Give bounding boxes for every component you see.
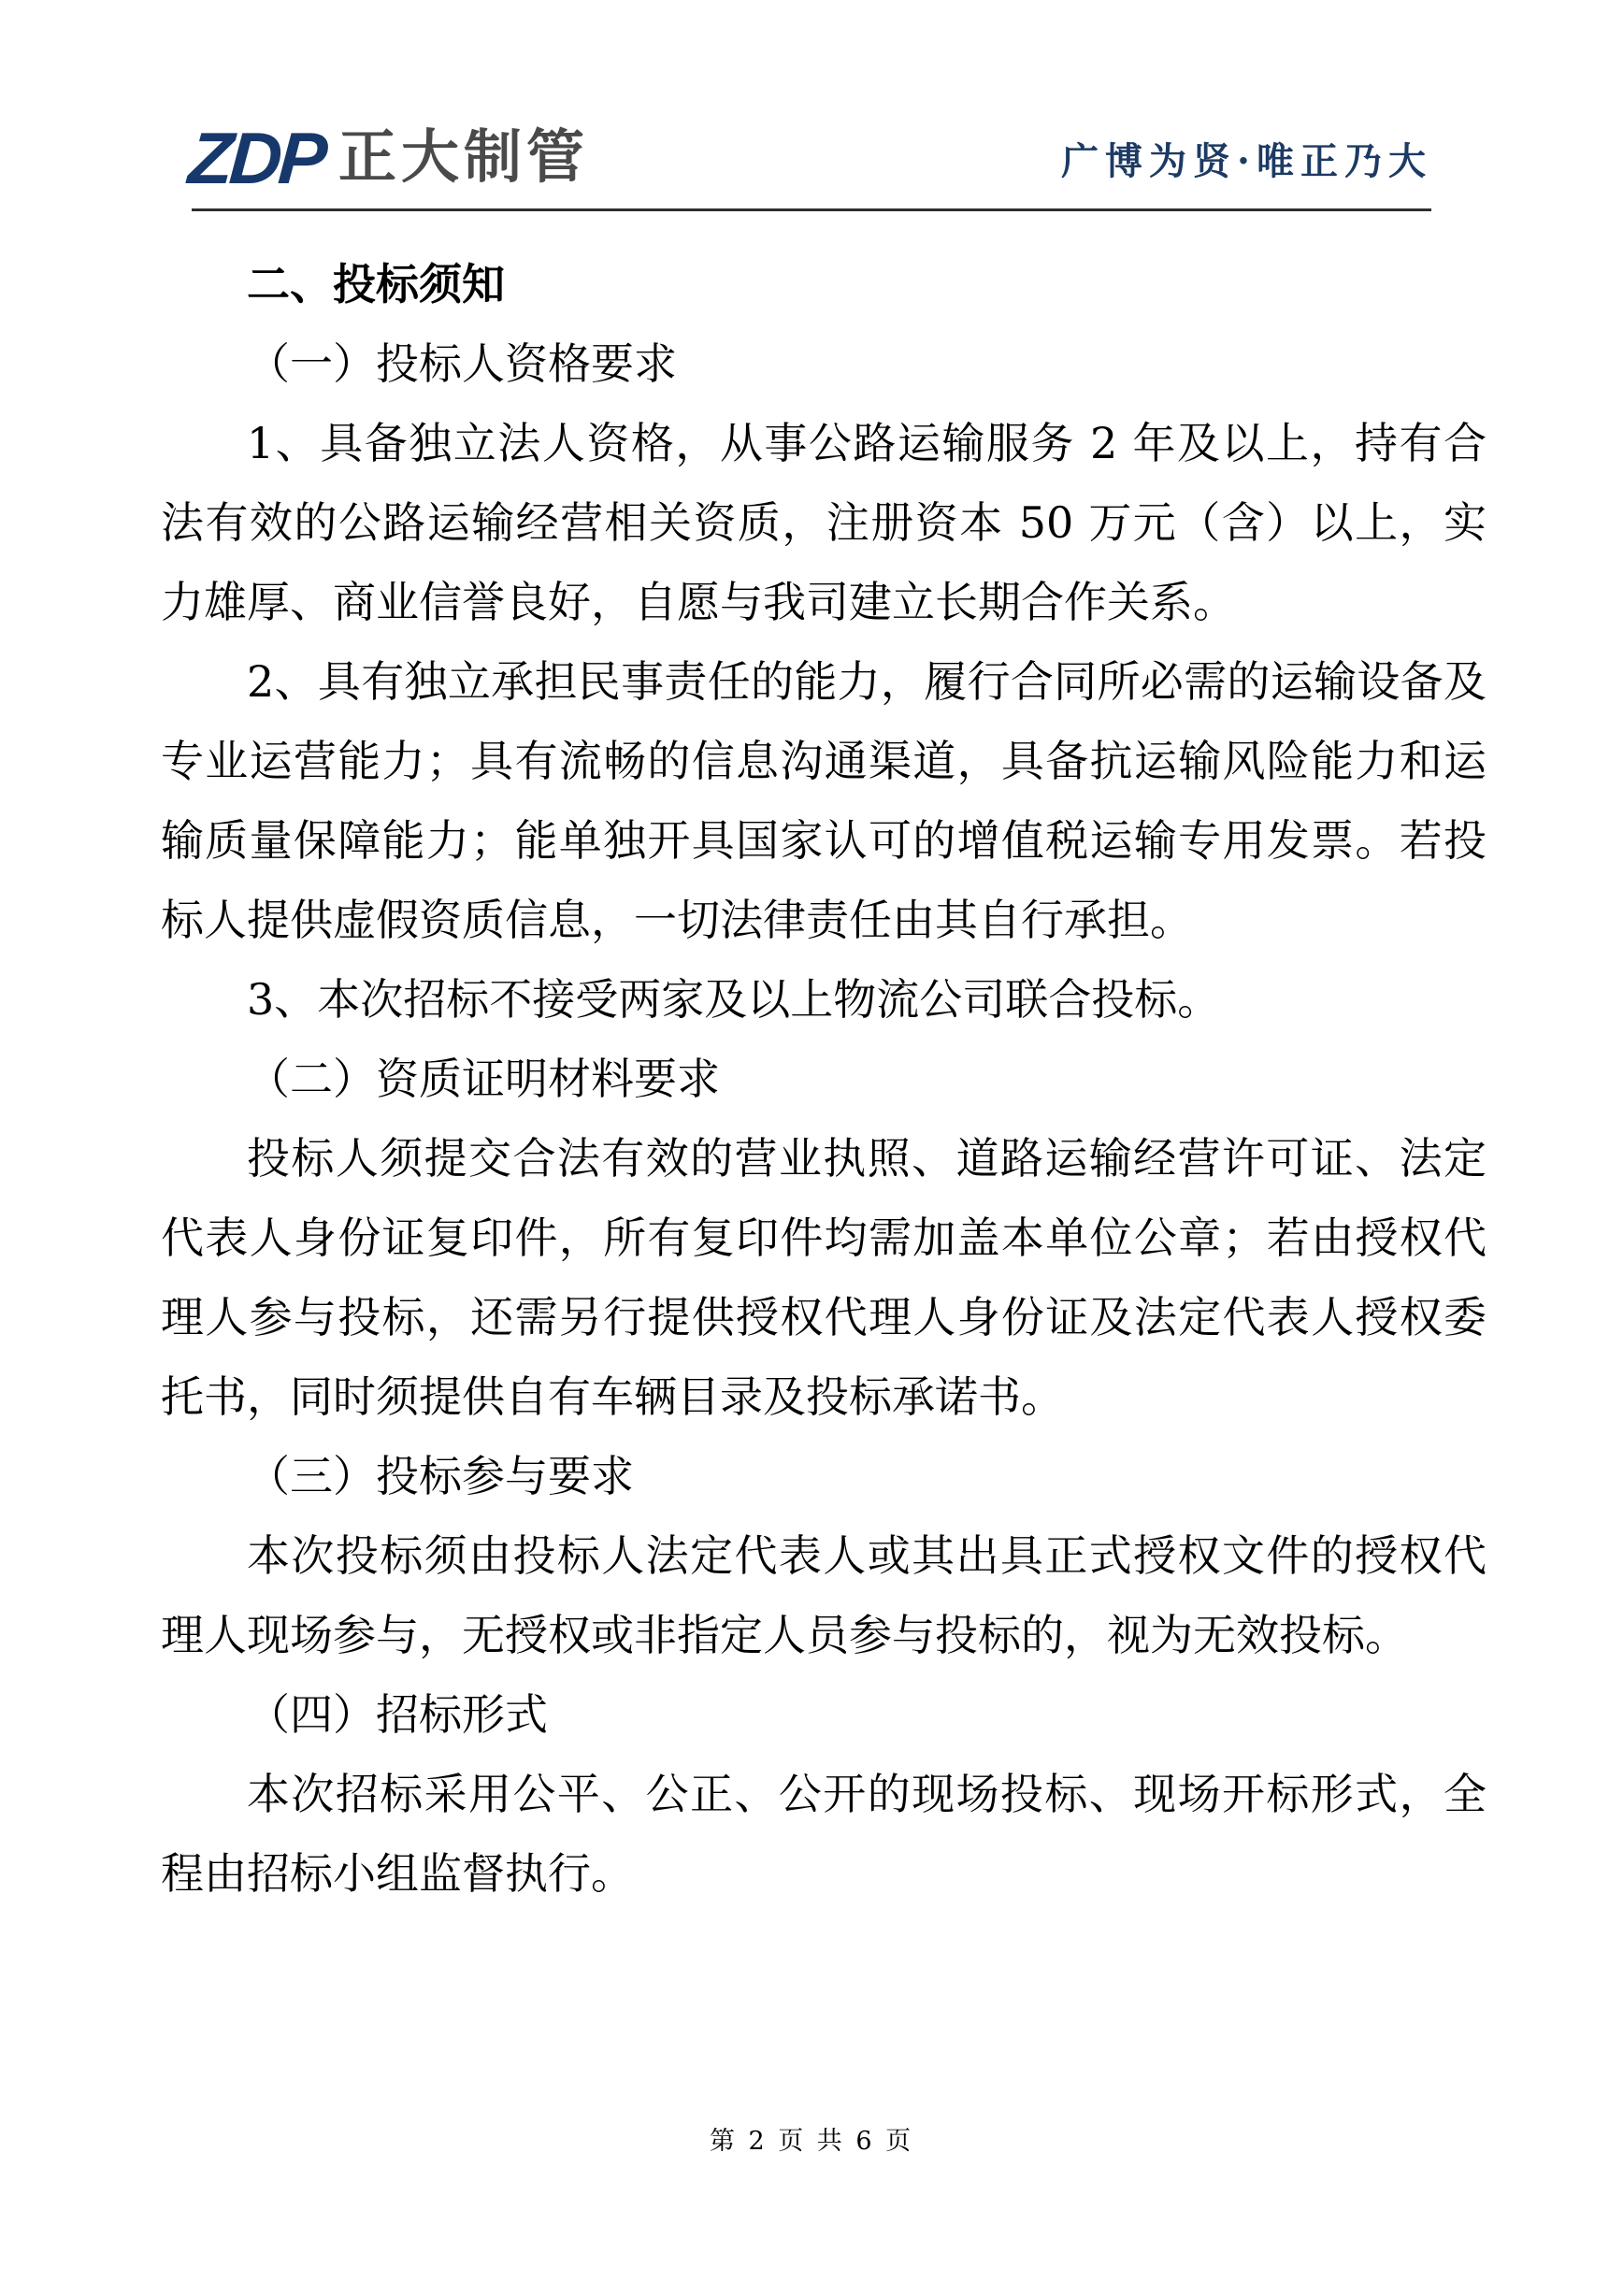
company-logo: [185, 117, 590, 199]
paragraph: （四）招标形式: [247, 1689, 548, 1740]
zdp-logo-icon: ZDP: [185, 117, 327, 199]
paragraph: （三）投标参与要求: [247, 1451, 634, 1501]
company-name: 正大制管: [338, 125, 590, 191]
paragraph: 本次招标采用公平、公正、公开的现场投标、现场开标形式，全程由招标小组监督执行。: [161, 1769, 1487, 1899]
company-slogan: 广博为贤·唯正乃大: [1061, 139, 1432, 184]
paragraph: 3、本次招标不接受两家及以上物流公司联合投标。: [247, 974, 1221, 1025]
paragraph: 1、具备独立法人资格，从事公路运输服务 2 年及以上，持有合法有效的公路运输经营相关资质，注册资本 50 万元（含）以上，实力雄厚、商业信誉良好，自愿与我司建立长期合作关系。: [161, 418, 1487, 627]
page-number: 第 2 页 共 6 页: [709, 2127, 914, 2156]
section-title: 二、投标须知: [247, 259, 505, 309]
paragraph: 投标人须提交合法有效的营业执照、道路运输经营许可证、法定代表人身份证复印件，所有复印件均需加盖本单位公章；若由授权代理人参与投标，还需另行提供授权代理人身份证及法定代表人授权委托书，同时须提供自有车辆目录及投标承诺书。: [161, 1133, 1487, 1422]
paragraph: （一）投标人资格要求: [247, 338, 677, 389]
paragraph: 2、具有独立承担民事责任的能力，履行合同所必需的运输设备及专业运营能力；具有流畅的信息沟通渠道，具备抗运输风险能力和运输质量保障能力；能单独开具国家认可的增值税运输专用发票。若投标人提供虚假资质信息，一切法律责任由其自行承担。: [161, 656, 1487, 945]
paragraph: 本次投标须由投标人法定代表人或其出具正式授权文件的授权代理人现场参与，无授权或非指定人员参与投标的，视为无效投标。: [161, 1530, 1487, 1660]
letterhead: [185, 117, 1432, 199]
header-divider: [192, 208, 1431, 211]
document-body: [161, 245, 1487, 1914]
paragraph: （二）资质证明材料要求: [247, 1054, 720, 1104]
page-footer: [0, 2120, 1623, 2157]
